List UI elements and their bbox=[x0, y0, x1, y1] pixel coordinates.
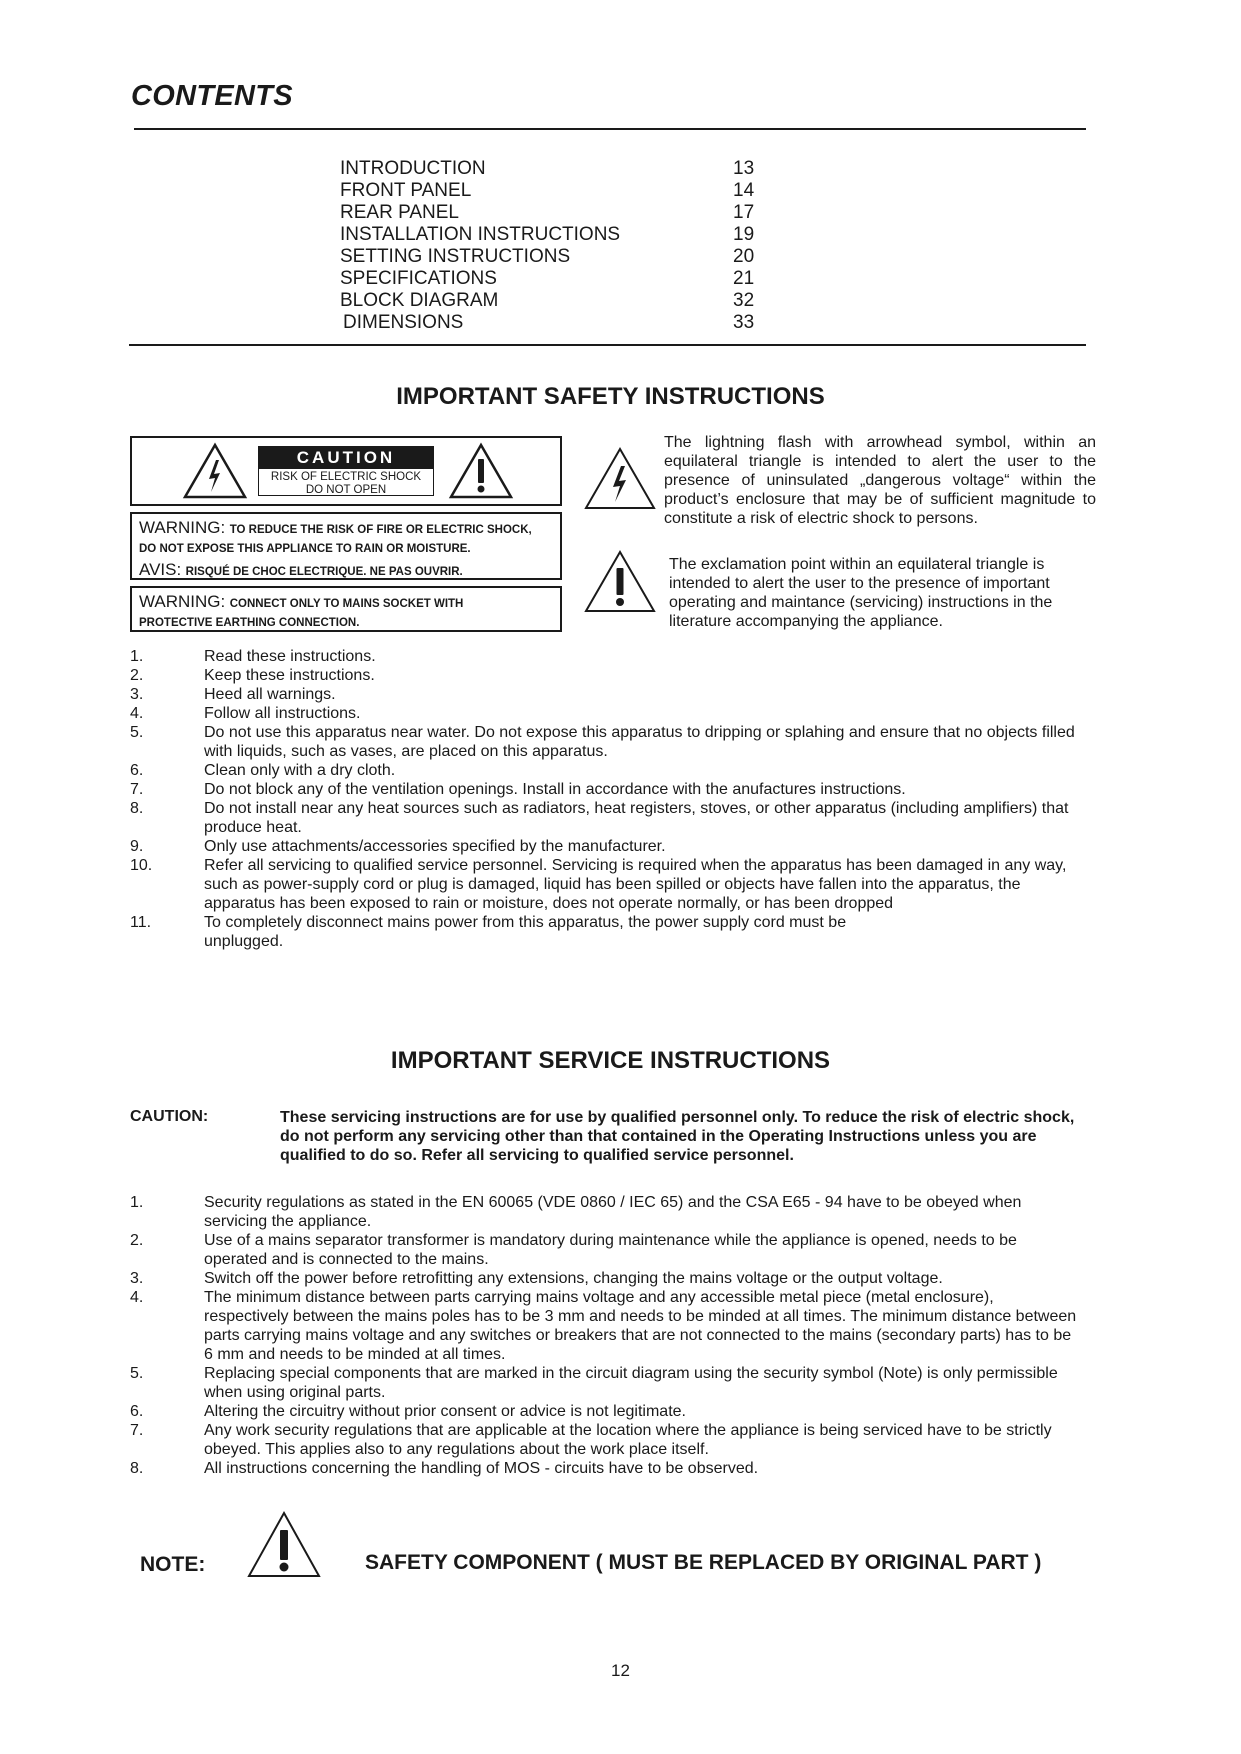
toc-item-page: 32 bbox=[733, 290, 755, 311]
list-item-text: Read these instructions. bbox=[204, 648, 376, 665]
warning-text: PROTECTIVE EARTHING CONNECTION. bbox=[139, 617, 360, 629]
list-item-number: 5. bbox=[130, 724, 144, 741]
list-item bbox=[130, 1402, 1080, 1421]
list-item-number: 11. bbox=[130, 914, 152, 931]
list-item bbox=[130, 837, 1080, 856]
list-item-number: 6. bbox=[130, 1403, 144, 1420]
note-label: NOTE: bbox=[140, 1553, 206, 1576]
list-item-text: Do not install near any heat sources such as radiators, heat registers, stoves, or other apparatus (including amplifiers) that produce heat. bbox=[204, 800, 1069, 836]
caution-text: These servicing instructions are for use by qualified personnel only. To reduce the risk of electric shock, do not perform any servicing other than that contained in the Operating Instructions unless you are qualified to do so. Refer all servicing to qualified service personnel. bbox=[280, 1109, 1075, 1164]
list-item-number: 7. bbox=[130, 781, 144, 798]
toc-item-label: SETTING INSTRUCTIONS bbox=[340, 246, 571, 267]
exclamation-symbol-icon bbox=[583, 549, 657, 615]
service-instructions-list bbox=[130, 1193, 1080, 1478]
toc-item-page: 33 bbox=[733, 312, 755, 333]
contents-title: CONTENTS bbox=[131, 80, 293, 112]
toc-item[interactable] bbox=[340, 312, 780, 334]
list-item-number: 3. bbox=[130, 686, 144, 703]
list-item bbox=[130, 1193, 1080, 1231]
toc-item[interactable] bbox=[340, 290, 780, 312]
note-text: SAFETY COMPONENT ( MUST BE REPLACED BY ORIGINAL PART ) bbox=[365, 1551, 1042, 1574]
list-item bbox=[130, 1288, 1080, 1364]
divider bbox=[129, 344, 1086, 346]
toc-item-label: REAR PANEL bbox=[340, 202, 459, 223]
list-item-text: Replacing special components that are marked in the circuit diagram using the security symbol (Note) is only permissible when using original parts. bbox=[204, 1365, 1058, 1401]
page-number: 12 bbox=[611, 1661, 630, 1680]
list-item-number: 3. bbox=[130, 1270, 144, 1287]
warning-box bbox=[130, 512, 562, 580]
contents-list bbox=[340, 158, 780, 334]
lightning-warning-icon bbox=[182, 442, 248, 500]
list-item-text: Only use attachments/accessories specified by the manufacturer. bbox=[204, 838, 666, 855]
list-item bbox=[130, 780, 1080, 799]
list-item-number: 8. bbox=[130, 800, 144, 817]
list-item-text: Switch off the power before retrofitting any extensions, changing the mains voltage or the output voltage. bbox=[204, 1270, 943, 1287]
list-item-text: Follow all instructions. bbox=[204, 705, 361, 722]
safety-title: IMPORTANT SAFETY INSTRUCTIONS bbox=[396, 383, 825, 410]
toc-item-label: DIMENSIONS bbox=[343, 312, 464, 333]
exclamation-warning-icon bbox=[448, 442, 514, 500]
caution-tag bbox=[258, 446, 434, 496]
toc-item-page: 19 bbox=[733, 224, 755, 245]
list-item-number: 10. bbox=[130, 857, 153, 874]
list-item bbox=[130, 1269, 1080, 1288]
list-item-text: Altering the circuitry without prior consent or advice is not legitimate. bbox=[204, 1403, 686, 1420]
list-item bbox=[130, 799, 1080, 837]
warning-label: WARNING: bbox=[139, 518, 226, 537]
caution-label: CAUTION: bbox=[130, 1108, 209, 1125]
safety-instructions-list bbox=[130, 647, 1080, 951]
list-item-number: 8. bbox=[130, 1460, 144, 1477]
warning-box-earthing bbox=[130, 586, 562, 632]
list-item-number: 5. bbox=[130, 1365, 144, 1382]
list-item-number: 1. bbox=[130, 1194, 144, 1211]
toc-item[interactable] bbox=[340, 224, 780, 246]
toc-item-label: FRONT PANEL bbox=[340, 180, 472, 201]
toc-item-label: INSTALLATION INSTRUCTIONS bbox=[340, 224, 621, 245]
list-item bbox=[130, 723, 1080, 761]
list-item bbox=[130, 666, 1080, 685]
toc-item[interactable] bbox=[340, 180, 780, 202]
list-item-text: Refer all servicing to qualified service personnel. Servicing is required when the apparatus has been damaged in any way, such as power-supply cord or plug is damaged, liquid has been spilled or objects have fallen into the apparatus, the apparatus has been exposed to rain or moisture, does not operate normally, or has been dropped bbox=[204, 857, 1067, 912]
toc-item-page: 14 bbox=[733, 180, 755, 201]
avis-text: RISQUÉ DE CHOC ELECTRIQUE. NE PAS OUVRIR. bbox=[185, 566, 463, 578]
list-item bbox=[130, 647, 1080, 666]
warning-text: DO NOT EXPOSE THIS APPLIANCE TO RAIN OR MOISTURE. bbox=[139, 543, 471, 555]
toc-item[interactable] bbox=[340, 202, 780, 224]
list-item-text: Use of a mains separator transformer is mandatory during maintenance while the appliance is opened, needs to be operated and is connected to the mains. bbox=[204, 1232, 1017, 1268]
warning-label: WARNING: bbox=[139, 592, 226, 611]
safety-component-icon bbox=[246, 1510, 322, 1580]
toc-item-page: 17 bbox=[733, 202, 755, 223]
caution-label-box bbox=[130, 436, 562, 506]
list-item-text: Do not block any of the ventilation openings. Install in accordance with the anufactures instructions. bbox=[204, 781, 906, 798]
list-item bbox=[130, 1364, 1080, 1402]
warning-text: CONNECT ONLY TO MAINS SOCKET WITH bbox=[229, 598, 464, 610]
list-item-number: 1. bbox=[130, 648, 144, 665]
list-item bbox=[130, 856, 1080, 913]
toc-item-page: 21 bbox=[733, 268, 755, 289]
list-item-text: Security regulations as stated in the EN 60065 (VDE 0860 / IEC 65) and the CSA E65 - 94 have to be obeyed when servicing the appliance. bbox=[204, 1194, 1022, 1230]
caution-tag-line: RISK OF ELECTRIC SHOCK bbox=[270, 471, 422, 483]
caution-tag-head: CAUTION bbox=[259, 447, 433, 469]
toc-item-page: 20 bbox=[733, 246, 755, 267]
caution-tag-line: DO NOT OPEN bbox=[305, 484, 387, 496]
list-item bbox=[130, 685, 1080, 704]
toc-item-label: SPECIFICATIONS bbox=[340, 268, 497, 289]
list-item-text: Do not use this apparatus near water. Do not expose this apparatus to dripping or splahing and ensure that no objects filled with liquids, such as vases, are placed on this apparatus. bbox=[204, 724, 1075, 760]
divider bbox=[134, 128, 1086, 130]
list-item-text: Heed all warnings. bbox=[204, 686, 336, 703]
list-item-number: 4. bbox=[130, 1289, 144, 1306]
list-item-number: 2. bbox=[130, 667, 144, 684]
avis-label: AVIS: bbox=[139, 560, 182, 579]
list-item-text: Any work security regulations that are applicable at the location where the appliance is being serviced have to be strictly obeyed. This applies also to any regulations about the work place itself. bbox=[204, 1422, 1052, 1458]
list-item-text: The minimum distance between parts carrying mains voltage and any accessible metal piece (metal enclosure), respectively between the mains poles has to be 3 mm and needs to be minded at all times. The minimum distance between parts carrying mains voltage and any switches or breakers that are not connected to the mains (secondary parts) has to be 6 mm and needs to be minded at all times. bbox=[204, 1289, 1077, 1363]
list-item-text: Clean only with a dry cloth. bbox=[204, 762, 396, 779]
lightning-symbol-icon bbox=[583, 446, 657, 512]
list-item-text: To completely disconnect mains power from this apparatus, the power supply cord must be unplugged. bbox=[204, 914, 847, 950]
list-item-text: All instructions concerning the handling of MOS - circuits have to be observed. bbox=[204, 1460, 759, 1477]
list-item-text: Keep these instructions. bbox=[204, 667, 375, 684]
list-item-number: 9. bbox=[130, 838, 144, 855]
list-item-number: 6. bbox=[130, 762, 144, 779]
toc-item[interactable] bbox=[340, 158, 780, 180]
lightning-symbol-description: The lightning flash with arrowhead symbol, within an equilateral triangle is intended to alert the user to the presence of uninsulated „dangerous voltage“ within the product’s enclosure that may be of sufficient magnitude to constitute a risk of electric shock to persons. bbox=[664, 434, 1096, 527]
toc-item-label: INTRODUCTION bbox=[340, 158, 486, 179]
list-item-number: 4. bbox=[130, 705, 144, 722]
toc-item[interactable] bbox=[340, 246, 780, 268]
list-item bbox=[130, 1459, 1080, 1478]
warning-text: TO REDUCE THE RISK OF FIRE OR ELECTRIC SHOCK, bbox=[229, 524, 532, 536]
list-item bbox=[130, 1421, 1080, 1459]
list-item bbox=[130, 704, 1080, 723]
list-item-number: 7. bbox=[130, 1422, 144, 1439]
service-title: IMPORTANT SERVICE INSTRUCTIONS bbox=[390, 1047, 831, 1074]
list-item bbox=[130, 1231, 1080, 1269]
exclamation-symbol-description: The exclamation point within an equilateral triangle is intended to alert the user to the presence of important operating and maintance (servicing) instructions in the literature accompanying the appliance. bbox=[669, 556, 1053, 630]
toc-item[interactable] bbox=[340, 268, 780, 290]
toc-item-label: BLOCK DIAGRAM bbox=[340, 290, 499, 311]
list-item bbox=[130, 913, 1080, 951]
list-item-number: 2. bbox=[130, 1232, 144, 1249]
list-item bbox=[130, 761, 1080, 780]
toc-item-page: 13 bbox=[733, 158, 755, 179]
